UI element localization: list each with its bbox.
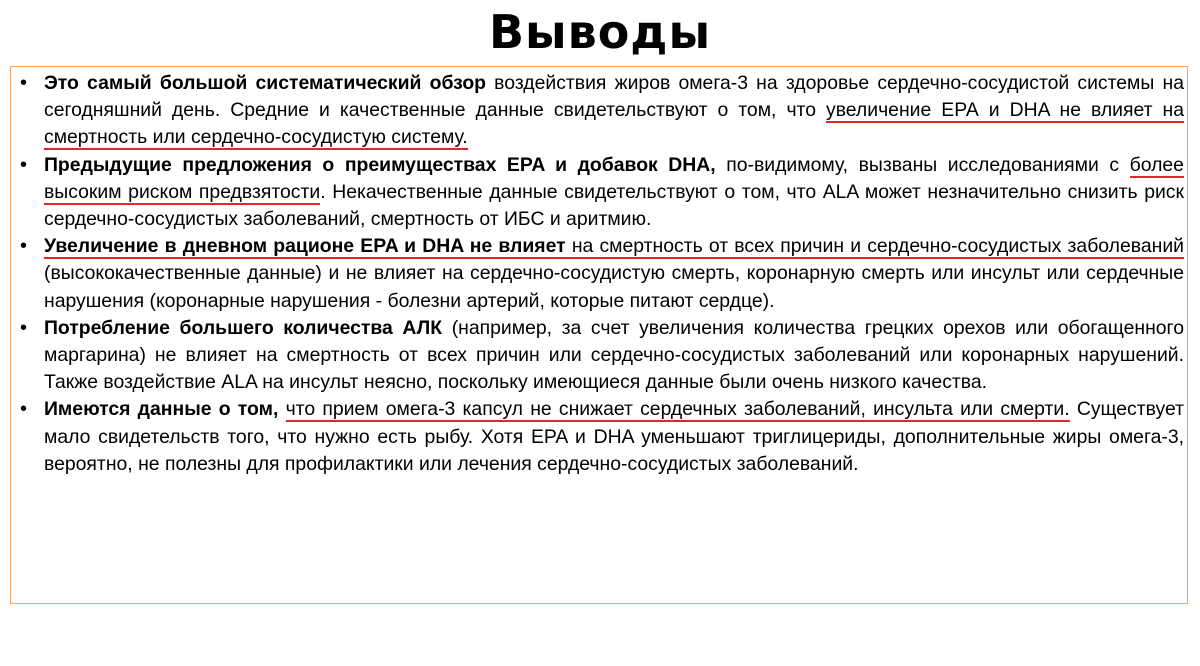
bullet-text <box>278 398 285 420</box>
bullet-text: по-видимому, вызваны исследованиями с <box>715 153 1130 176</box>
bullet-item-1 <box>14 70 1184 152</box>
bullet-item-5 <box>14 396 1184 478</box>
bullet-list <box>14 70 1184 478</box>
bullet-bold-text: Имеются данные о том, <box>44 398 279 421</box>
bullet-bold-text: Это самый большой систематический обзор <box>44 72 487 94</box>
underlined-text: на смертность от всех причин и сердечно-сосудистых заболеваний <box>571 235 1185 258</box>
bullet-text: (например, за счет увеличения количества грецких орехов или обогащенного маргарина) не влияет на смертность от всех причин или сердечно-сосудистых заболеваний или коронарных нарушений. Также воздействие ALA на инсульт неясно, поскольку имеющиеся данные были очень низкого качества. <box>44 316 1184 394</box>
bullet-item-4 <box>14 315 1184 397</box>
bullet-bold-text: Потребление большего количества АЛК <box>44 316 443 339</box>
bullet-bold-text: Предыдущие предложения о преимуществах EPA и добавок DHA, <box>44 153 716 176</box>
bullet-bold-text: Увеличение в дневном рационе EPA и DHA не влияет <box>44 235 566 258</box>
slide-title: Выводы <box>488 5 712 59</box>
bullet-item-2 <box>14 152 1184 234</box>
bullet-text-end: (высококачественные данные) и не влияет на сердечно-сосудистую смерть, коронарную смерть или инсульт или сердечные нарушения (коронарные нарушения - болезни артерий, которые питают сердце). <box>44 262 1184 312</box>
underlined-text: что прием омега-3 капсул не снижает сердечных заболеваний, инсульта или смерти. <box>285 398 1070 421</box>
bullet-text: воздействия жиров омега-3 на здоровье сердечно-сосудистой системы на сегодняшний день. Средние и качественные данные свидетельствуют о том, что <box>44 72 1184 122</box>
bullet-text-end: . Некачественные данные свидетельствуют о том, что ALA может незначительно снизить риск сердечно-сосудистых заболеваний, смертность от ИБС и аритмию. <box>44 180 1184 231</box>
underlined-text: увеличение ЕРА и DHA не влияет на смертность или сердечно-сосудистую систему. <box>44 99 1185 149</box>
bullet-text <box>566 235 572 259</box>
underlined-text: более высоким риском предвзятости <box>44 153 1184 203</box>
bullet-item-3 <box>14 233 1184 315</box>
bullet-text-end: Существует мало свидетельств того, что нужно есть рыбу. Хотя EPA и DHA уменьшают триглицериды, дополнительные жиры омега-3, вероятно, не полезны для профилактики или лечения сердечно-сосудистых заболеваний. <box>44 398 1184 475</box>
